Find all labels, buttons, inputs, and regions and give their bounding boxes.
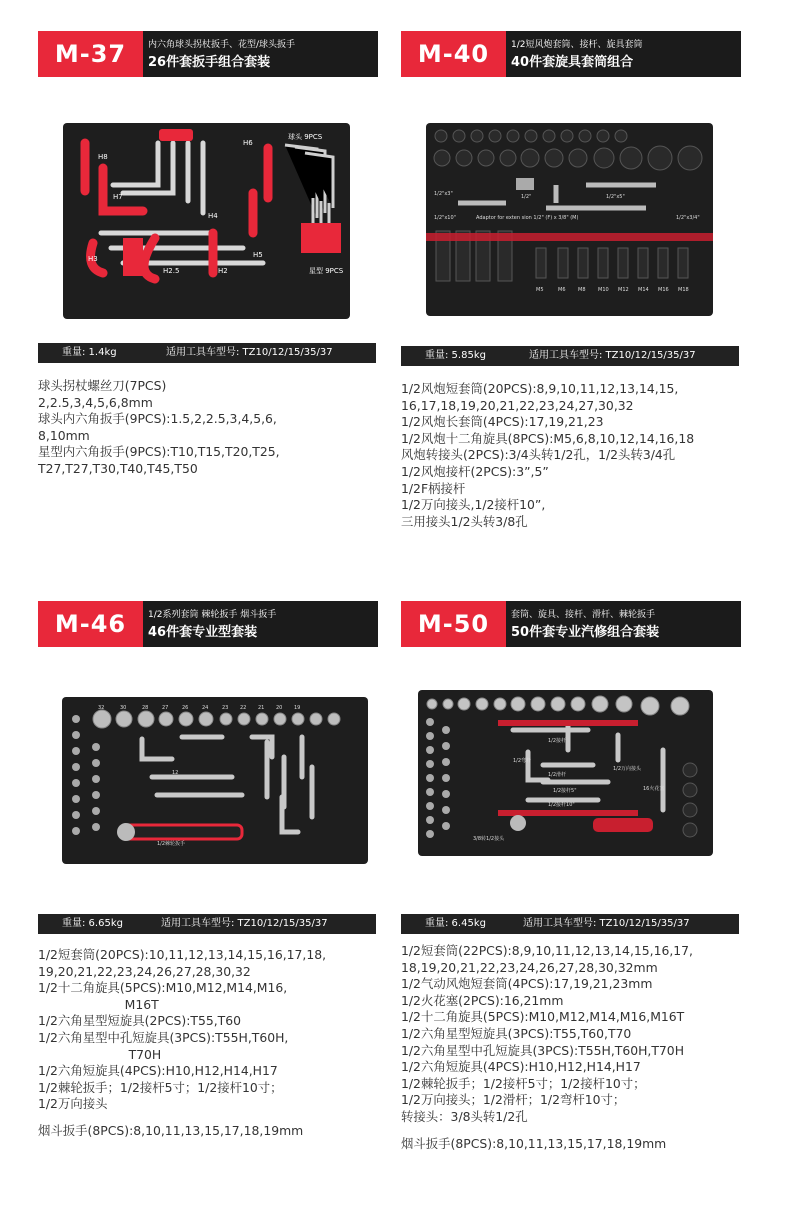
desc-line: 风炮转接头(2PCS):3/4头转1/2孔，1/2头转3/4孔 [401, 447, 676, 463]
header-title: 46件套专业型套装 [148, 625, 258, 640]
photo-label: 16火花塞 [643, 786, 665, 792]
header-subtitle: 1/2短风炮套筒、接杆、旋具套筒 [511, 40, 643, 50]
card-header [38, 601, 378, 647]
photo-label: H2.5 [163, 267, 180, 275]
desc-line: 1/2风炮十二角旋具(8PCS):M5,6,8,10,12,14,16,18 [401, 430, 695, 446]
weight-label: 重量: 6.65kg [62, 918, 123, 929]
weight-label: 重量: 6.45kg [425, 918, 486, 929]
card-header [38, 31, 378, 77]
photo-label: 1/2弯杆 [513, 758, 532, 764]
photo-label: H8 [98, 153, 108, 161]
weight-label: 重量: 5.85kg [425, 350, 486, 361]
description [401, 381, 751, 530]
photo-label: M18 [678, 287, 689, 293]
desc-line: 18,19,20,21,22,23,24,26,27,28,30,32mm [401, 959, 658, 975]
photo-label: 21 [258, 705, 265, 711]
desc-line: 1/2风炮长套筒(4PCS):17,19,21,23 [401, 414, 604, 430]
product-card-m40 [401, 31, 741, 551]
desc-line: 球头内六角扳手(9PCS):1.5,2,2.5,3,4,5,6, [38, 411, 277, 427]
photo-label: 1/2棘轮扳手 [157, 841, 186, 847]
desc-line: 烟斗扳手(8PCS):8,10,11,13,15,17,18,19mm [401, 1135, 667, 1151]
photo-label: H4 [208, 212, 218, 220]
photo-label: M16 [658, 287, 669, 293]
desc-line: 1/2气动风炮短套筒(4PCS):17,19,21,23mm [401, 976, 653, 992]
desc-line: 1/2万向接头；1/2滑杆；1/2弯杆10寸； [401, 1092, 626, 1108]
photo-label: M5 [536, 287, 544, 293]
photo-label: 1/2接杆 [548, 738, 567, 744]
product-photo [426, 123, 713, 316]
photo-label: 12 [172, 770, 179, 776]
photo-label: 26 [182, 705, 189, 711]
model-code: M-50 [401, 601, 506, 647]
photo-label: 1/2接杆10" [548, 802, 575, 808]
product-photo [418, 690, 713, 856]
desc-line: 1/2棘轮扳手；1/2接杆5寸；1/2接杆10寸； [401, 1075, 646, 1091]
header-title: 50件套专业汽修组合套装 [511, 625, 660, 640]
desc-line: 1/2风炮短套筒(20PCS):8,9,10,11,12,13,14,15, [401, 381, 679, 396]
product-card-m37 [38, 31, 378, 491]
desc-line: 1/2火花塞(2PCS):16,21mm [401, 992, 564, 1008]
desc-line: 1/2六角星型中孔短旋具(3PCS):T55H,T60H, [38, 1029, 289, 1045]
desc-line: 1/2六角星型中孔短旋具(3PCS):T55H,T60H,T70H [401, 1042, 685, 1058]
desc-line: 1/2万向接头 [38, 1096, 108, 1112]
desc-line: 19,20,21,22,23,24,26,27,28,30,32 [38, 963, 251, 979]
desc-line: 8,10mm [38, 427, 90, 443]
header-title: 40件套旋具套筒组合 [511, 55, 634, 70]
product-photo [63, 123, 350, 319]
photo-label: 30 [120, 705, 127, 711]
desc-line: 1/2F柄接杆 [401, 480, 466, 496]
desc-line: 三用接头1/2头转3/8孔 [401, 513, 528, 529]
photo-label: 星型 9PCS [309, 267, 344, 275]
desc-line: 1/2短套筒(22PCS):8,9,10,11,12,13,14,15,16,17, [401, 943, 693, 958]
desc-line: 2,2.5,3,4,5,6,8mm [38, 394, 153, 410]
product-card-m46 [38, 601, 378, 1171]
photo-label: 19 [294, 705, 301, 711]
desc-line: T70H [38, 1046, 162, 1062]
desc-line [401, 1126, 751, 1136]
description [38, 378, 388, 478]
photo-label: 1/2" [521, 194, 532, 200]
desc-line: 16,17,18,19,20,21,22,23,24,27,30,32 [401, 397, 634, 413]
desc-line: M16T [38, 996, 159, 1012]
model-code: M-46 [38, 601, 143, 647]
product-photo [62, 697, 368, 864]
photo-label: M8 [578, 287, 586, 293]
photo-label: H2 [218, 267, 228, 275]
photo-label: M12 [618, 287, 629, 293]
desc-line: 1/2十二角旋具(5PCS):M10,M12,M14,M16,M16T [401, 1009, 685, 1025]
desc-line: 1/2六角短旋具(4PCS):H10,H12,H14,H17 [401, 1059, 641, 1075]
photo-label: 22 [240, 705, 247, 711]
weight-label: 重量: 1.4kg [62, 347, 117, 358]
desc-line: 1/2六角星型短旋具(2PCS):T55,T60 [38, 1013, 241, 1029]
desc-line: 球头拐杖螺丝刀(7PCS) [38, 378, 167, 393]
compat-label: 适用工具车型号: TZ10/12/15/35/37 [161, 918, 328, 929]
photo-label: M10 [598, 287, 609, 293]
desc-line: 1/2六角星型短旋具(3PCS):T55,T60,T70 [401, 1025, 632, 1041]
photo-label: 27 [162, 705, 169, 711]
photo-label: 1/2"x3" [434, 191, 453, 197]
header-subtitle: 套筒、旋具、接杆、滑杆、棘轮扳手 [511, 610, 656, 620]
spec-bar [401, 914, 739, 934]
photo-label: M6 [558, 287, 566, 293]
desc-line: 1/2棘轮扳手；1/2接杆5寸；1/2接杆10寸； [38, 1079, 283, 1095]
compat-label: 适用工具车型号: TZ10/12/15/35/37 [523, 918, 690, 929]
photo-label: Adaptor for exten sion 1/2" (F) x 3/8" (M) [476, 215, 579, 221]
photo-label: 23 [222, 705, 229, 711]
card-header [401, 31, 741, 77]
desc-line: 1/2十二角旋具(5PCS):M10,M12,M14,M16, [38, 980, 288, 996]
desc-line: 1/2风炮接杆(2PCS):3”,5” [401, 463, 549, 479]
desc-line: 转接头：3/8头转1/2孔 [401, 1108, 528, 1124]
photo-label: 球头 9PCS [288, 133, 323, 141]
photo-label: 24 [202, 705, 209, 711]
spec-bar [38, 914, 376, 934]
description [401, 943, 751, 1152]
product-card-m50 [401, 601, 741, 1191]
photo-label: 1/2滑杆 [548, 772, 567, 778]
photo-label: 3/8转1/2接头 [473, 836, 505, 842]
compat-label: 适用工具车型号: TZ10/12/15/35/37 [529, 350, 696, 361]
desc-line: 1/2万向接头,1/2接杆10”, [401, 497, 546, 513]
desc-line: 星型内六角扳手(9PCS):T10,T15,T20,T25, [38, 444, 280, 460]
photo-label: H3 [88, 255, 98, 263]
photo-label: 20 [276, 705, 283, 711]
photo-label: 1/2"x10" [434, 215, 456, 221]
model-code: M-40 [401, 31, 506, 77]
spec-bar [401, 346, 739, 366]
photo-label: 1/2接杆5" [553, 788, 577, 794]
photo-label: 1/2"x3/4" [676, 215, 700, 221]
photo-label: M14 [638, 287, 649, 293]
desc-line: T27,T27,T30,T40,T45,T50 [38, 460, 198, 476]
compat-label: 适用工具车型号: TZ10/12/15/35/37 [166, 347, 333, 358]
header-title: 26件套扳手组合套装 [148, 55, 271, 70]
desc-line: 烟斗扳手(8PCS):8,10,11,13,15,17,18,19mm [38, 1122, 304, 1138]
description [38, 947, 388, 1140]
photo-label: 1/2万向接头 [613, 766, 642, 772]
spec-bar [38, 343, 376, 363]
desc-line: 1/2六角短旋具(4PCS):H10,H12,H14,H17 [38, 1063, 278, 1079]
photo-label: 32 [98, 705, 105, 711]
card-header [401, 601, 741, 647]
header-subtitle: 1/2系列套筒 棘轮扳手 烟斗扳手 [148, 610, 277, 620]
photo-label: H6 [243, 139, 253, 147]
model-code: M-37 [38, 31, 143, 77]
desc-line [38, 1113, 388, 1123]
photo-label: H5 [253, 251, 263, 259]
desc-line: 1/2短套筒(20PCS):10,11,12,13,14,15,16,17,18, [38, 947, 327, 962]
header-subtitle: 内六角球头拐杖扳手、花型/球头扳手 [148, 40, 296, 50]
photo-label: H7 [113, 193, 123, 201]
photo-label: 1/2"x5" [606, 194, 625, 200]
photo-label: 28 [142, 705, 149, 711]
